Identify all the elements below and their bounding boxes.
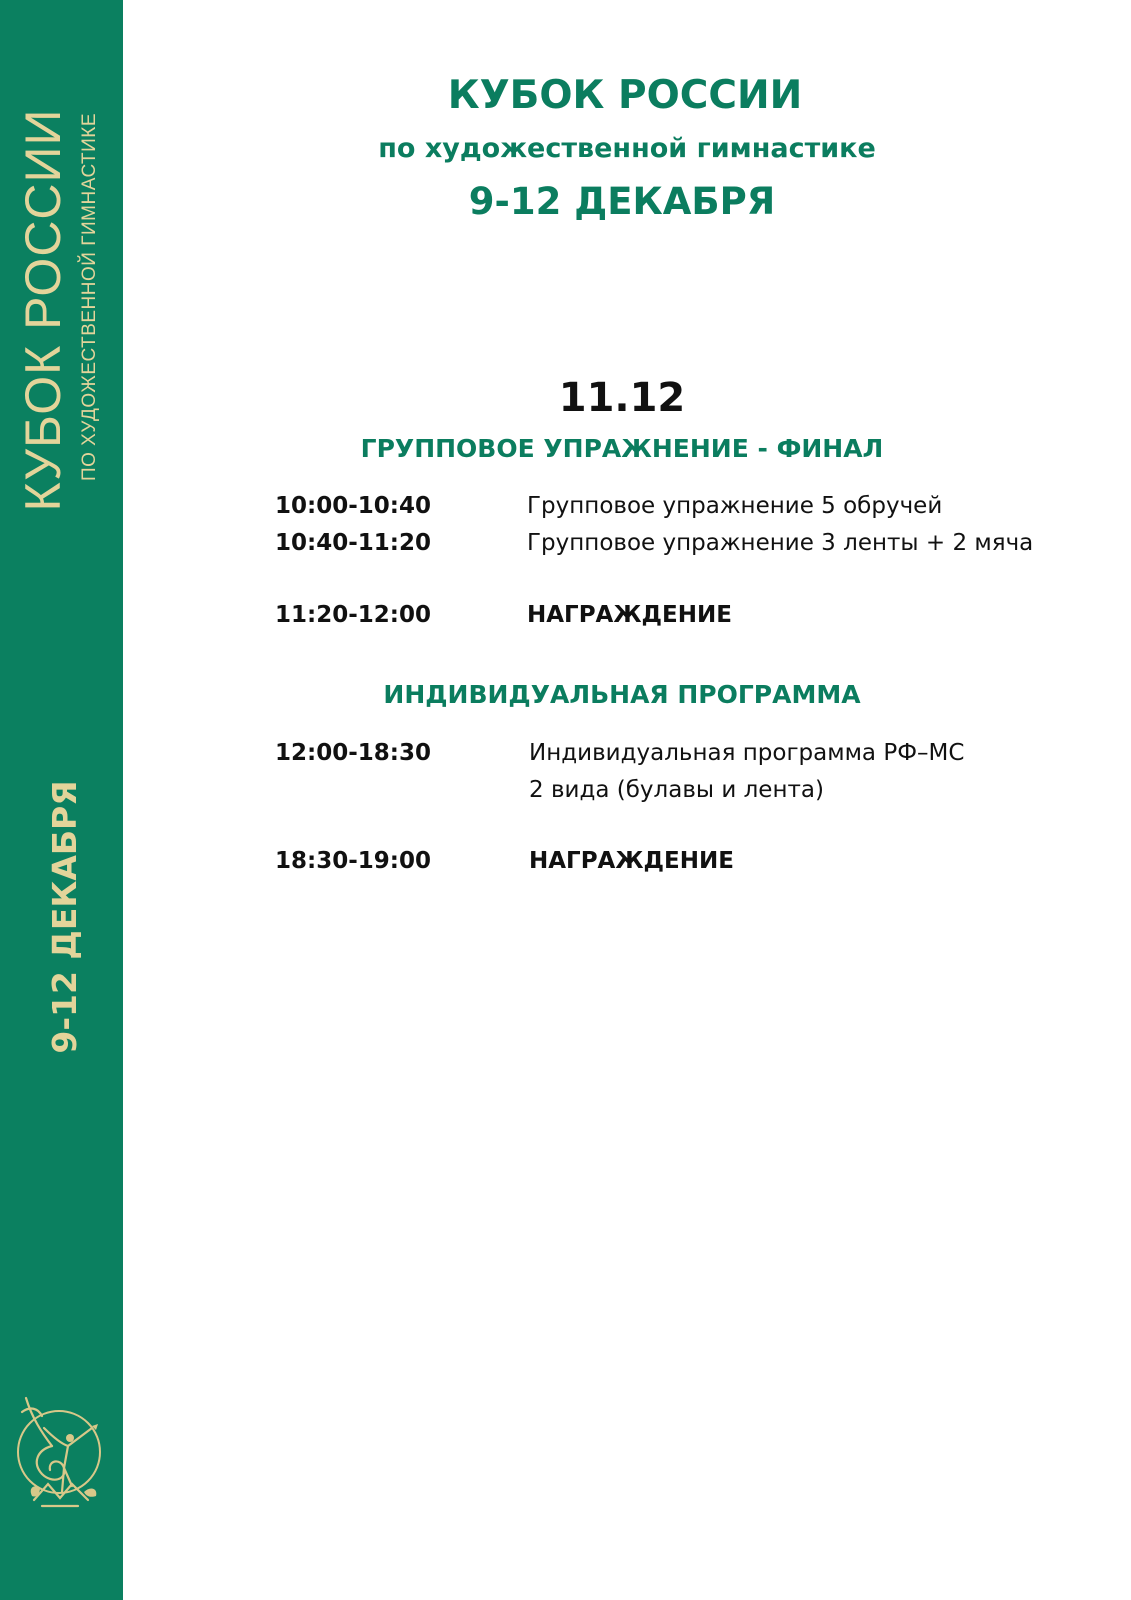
sidebar-cup-title: КУБОК РОССИИ [15,108,71,512]
schedule-time: 11:20-12:00 [275,602,431,628]
day-date: 11.12 [558,375,686,421]
schedule-description: Групповое упражнение 5 обручей [527,493,943,519]
schedule-description-line2: 2 вида (булавы и лента) [529,777,824,803]
page-title: КУБОК РОССИИ [447,73,803,118]
schedule-time: 12:00-18:30 [275,740,431,766]
sidebar-dates: 9-12 ДЕКАБРЯ [45,780,84,1054]
schedule-award: НАГРАЖДЕНИЕ [527,602,732,628]
schedule-description: Индивидуальная программа РФ–МС [529,740,965,766]
gymnast-logo-icon [12,1388,110,1520]
sidebar-cup-subtitle: ПО ХУДОЖЕСТВЕННОЙ ГИМНАСТИКЕ [79,112,100,482]
schedule-time: 10:40-11:20 [275,530,431,556]
schedule-award: НАГРАЖДЕНИЕ [529,848,734,874]
page-dates: 9-12 ДЕКАБРЯ [468,180,776,223]
sidebar-banner [0,0,123,1600]
section-title-individual: ИНДИВИДУАЛЬНАЯ ПРОГРАММА [383,680,861,709]
section-title-group-final: ГРУППОВОЕ УПРАЖНЕНИЕ - ФИНАЛ [360,434,884,463]
schedule-time: 18:30-19:00 [275,848,431,874]
header [123,70,1131,230]
schedule-description: Групповое упражнение 3 ленты + 2 мяча [527,530,1034,556]
page-subtitle: по художественной гимнастике [378,133,876,164]
schedule-time: 10:00-10:40 [275,493,431,519]
